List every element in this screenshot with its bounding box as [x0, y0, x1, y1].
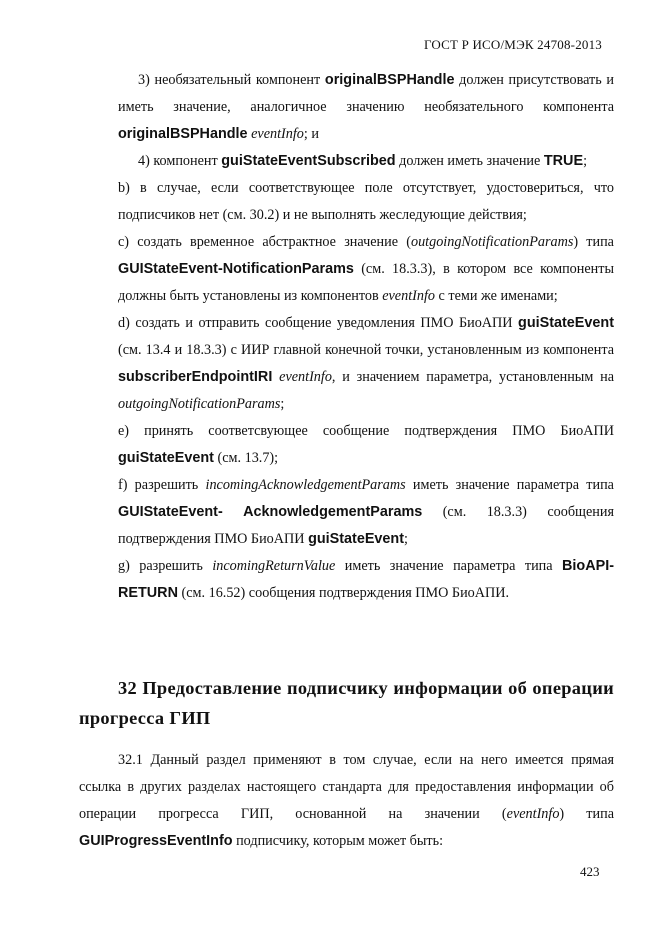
code-term: BioAPI-RETURN	[118, 558, 614, 601]
code-term: originalBSPHandle	[324, 72, 455, 88]
list-item-3: 3) необязательный компонент originalBSPHandle должен присутствовать и иметь значение, аналогичное значению необязательного компонента originalBSPHandle eventInfo; и	[118, 72, 614, 142]
list-item-4: 4) компонент guiStateEventSubscribed должен иметь значение TRUE;	[138, 153, 588, 169]
italic-term: incomingReturnValue	[212, 558, 336, 574]
code-term: guiStateEventSubscribed	[221, 153, 396, 169]
list-item-f: f) разрешить incomingAcknowledgementParams иметь значение параметра типа GUIStateEvent- AcknowledgementParams (см. 18.3.3) сообщения подтверждения ПМО БиоАПИ guiStateEvent;	[118, 477, 614, 547]
section-heading: 32 Предоставление подписчику информации об операции прогресса ГИП	[79, 678, 614, 728]
code-term: guiStateEvent	[118, 450, 214, 466]
code-term: subscriberEndpointIRI	[118, 369, 273, 385]
italic-term: eventInfo	[382, 288, 435, 304]
section-body	[79, 747, 614, 855]
italic-term: eventInfo	[279, 369, 332, 385]
paragraph-32-1: 32.1 Данный раздел применяют в том случае, если на него имеется прямая ссылка в других разделах настоящего стандарта для предоставления информации об операции прогресса ГИП, основанной на значении (eventInfo) типа GUIProgressEventInfo подписчику, которым может быть:	[79, 752, 614, 849]
list-item-e: e) принять соответсвующее сообщение подтверждения ПМО БиоАПИ guiStateEvent (см. 13.7);	[118, 423, 614, 466]
list-item-g: g) разрешить incomingReturnValue иметь значение параметра типа BioAPI-RETURN (см. 16.52) сообщения подтверждения ПМО БиоАПИ.	[118, 558, 614, 601]
code-term: originalBSPHandle	[118, 126, 248, 142]
italic-term: outgoingNotificationParams	[118, 396, 281, 412]
italic-term: eventInfo	[251, 126, 304, 142]
italic-term: outgoingNotificationParams	[410, 234, 574, 250]
code-term: GUIStateEvent- AcknowledgementParams	[118, 504, 423, 520]
code-term: guiStateEvent	[518, 315, 614, 331]
list-item-d: d) создать и отправить сообщение уведомления ПМО БиоАПИ guiStateEvent (см. 13.4 и 18.3.3) с ИИР главной конечной точки, установленным из компонента subscriberEndpointIRI eventInfo, и значением параметра, установленным на outgoingNotificationParams;	[118, 315, 615, 412]
code-term: GUIProgressEventInfo	[79, 833, 233, 849]
list-item-c: c) создать временное абстрактное значение (outgoingNotificationParams) типа GUIStateEvent-NotificationParams (см. 18.3.3), в котором все компоненты должны быть установлены из компонентов eventInfo с теми же именами;	[118, 234, 614, 304]
page-number: 423	[580, 864, 600, 879]
document-body	[118, 67, 614, 607]
code-term: TRUE	[543, 153, 584, 169]
italic-term: incomingAcknowledgementParams	[205, 477, 406, 493]
code-term: GUIStateEvent-NotificationParams	[118, 261, 354, 277]
list-item-b: b) в случае, если соответствующее поле отсутствует, удостовериться, что подписчиков нет (см. 30.2) и не выполнять жеследующие действия;	[118, 180, 614, 223]
italic-term: eventInfo	[506, 806, 560, 822]
running-header: ГОСТ Р ИСО/МЭК 24708-2013	[423, 37, 602, 52]
code-term: guiStateEvent	[308, 531, 405, 547]
